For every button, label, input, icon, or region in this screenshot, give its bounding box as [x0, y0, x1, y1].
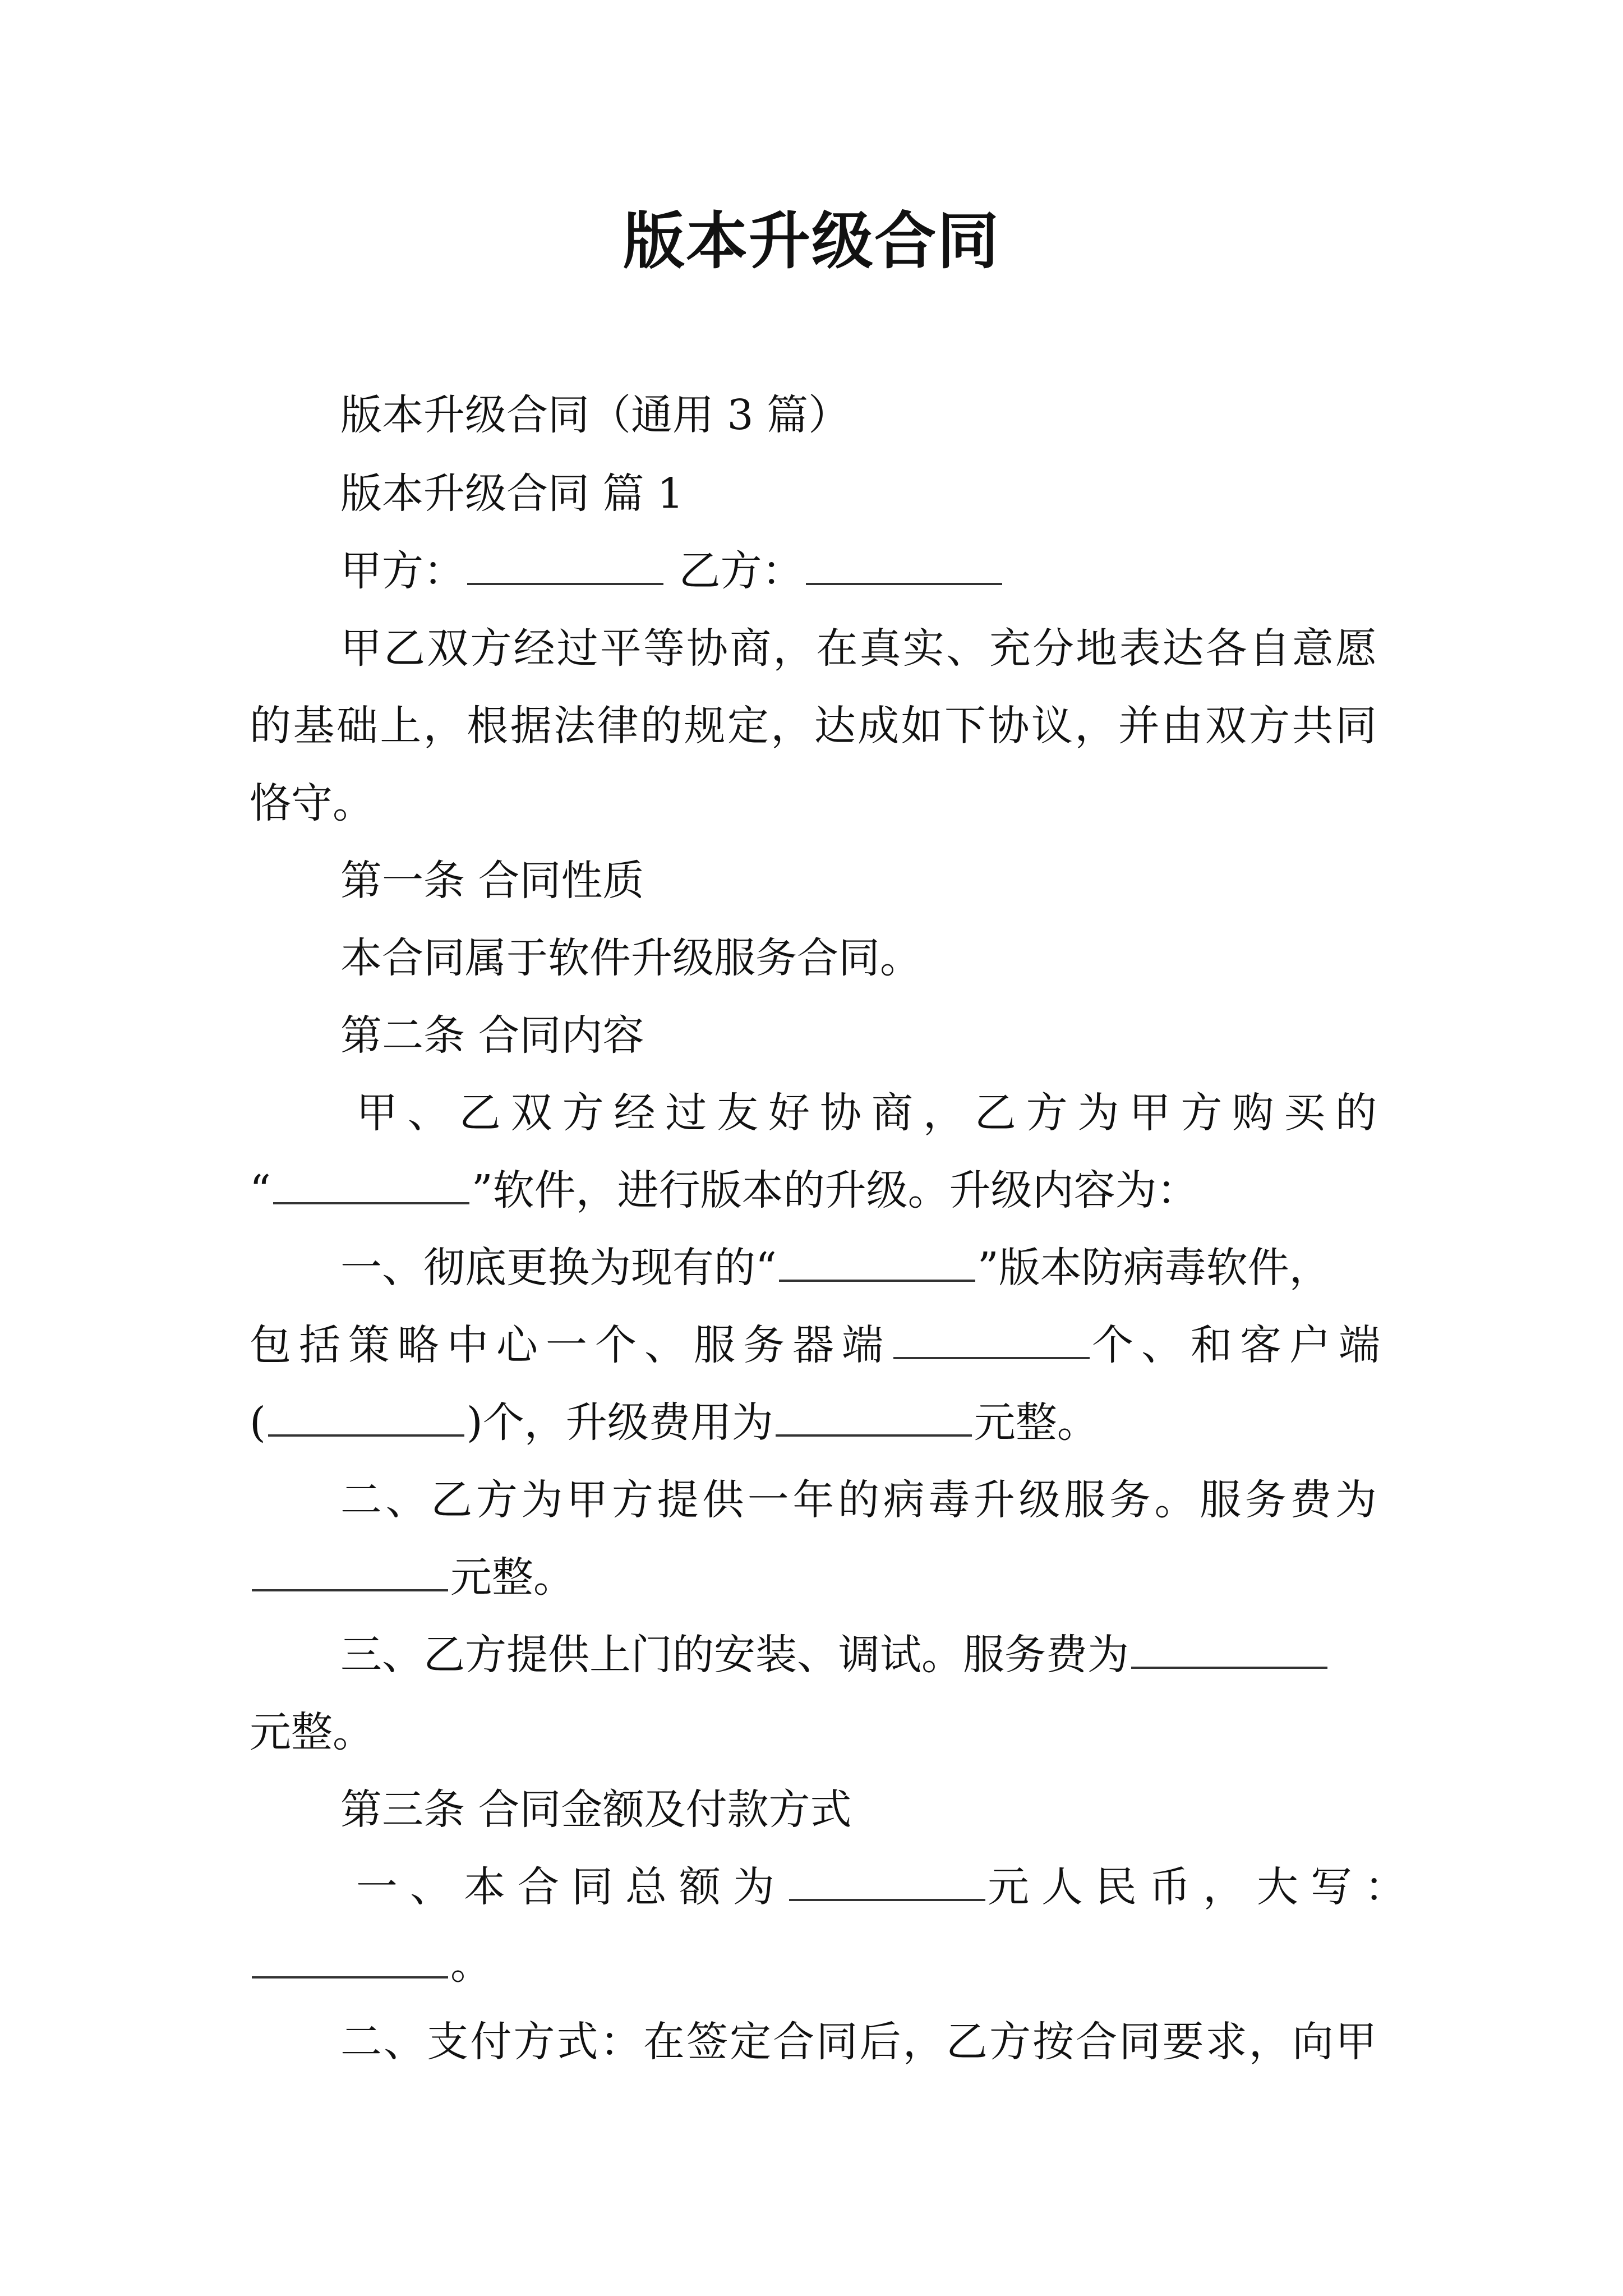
- paragraph-line: [250, 930, 1377, 986]
- paragraph-text: 二、乙方为甲方提供一年的病毒升级服务。服务费为: [340, 1476, 1377, 1524]
- quote-open: “: [250, 1166, 271, 1214]
- paragraph-line: [250, 1395, 1377, 1451]
- article-heading-text: 第三条 合同金额及付款方式: [340, 1786, 852, 1834]
- section-heading-text: 版本升级合同 篇 1: [340, 470, 684, 518]
- article-heading: [250, 1782, 1377, 1838]
- paragraph-line: [250, 775, 1377, 831]
- article-heading-text: 第一条 合同性质: [340, 857, 644, 905]
- party-b-blank: [806, 544, 1002, 585]
- client-count-blank: [268, 1395, 464, 1437]
- paragraph-text: 甲乙双方经过平等协商，在真实、充分地表达各自意愿: [340, 624, 1377, 673]
- document-title: 版本升级合同: [623, 205, 1000, 277]
- version-blank: [779, 1240, 975, 1282]
- upgrade-fee-blank: [776, 1395, 972, 1437]
- paren-open: (: [250, 1398, 266, 1447]
- paragraph-text: )个，升级费用为: [466, 1398, 773, 1447]
- article-heading-text: 第二条 合同内容: [340, 1011, 644, 1060]
- article-heading: [250, 853, 1377, 909]
- paragraph-line: [250, 1240, 1377, 1296]
- paragraph-text: 的基础上，根据法律的规定，达成如下协议，并由双方共同: [250, 702, 1377, 750]
- paragraph-text: 甲、乙双方经过友好协商，乙方为甲方购买的: [356, 1089, 1377, 1137]
- paragraph-line: [250, 620, 1377, 677]
- party-b-label: 乙方：: [679, 547, 804, 595]
- paragraph-line: [250, 1704, 1377, 1760]
- service-fee-blank: [252, 1550, 448, 1591]
- paragraph-text: ”版本防病毒软件，: [977, 1244, 1331, 1292]
- paragraph-text: 一、彻底更换为现有的“: [340, 1244, 777, 1292]
- paragraph-line: [250, 1472, 1377, 1528]
- paragraph-text: 元整。: [250, 1708, 374, 1756]
- party-a-label: 甲方：: [340, 547, 465, 595]
- paragraph-text: 本合同属于软件升级服务合同。: [340, 934, 921, 982]
- parties-line: [250, 543, 1377, 599]
- amount-words-blank: [252, 1937, 448, 1978]
- section-heading: [250, 466, 1377, 522]
- paragraph-text: 包括策略中心一个、服务器端: [250, 1321, 891, 1369]
- paragraph-text: 元整。: [974, 1398, 1099, 1447]
- paragraph-line: [250, 1859, 1418, 1915]
- paragraph-text: 元人民币，大写：: [988, 1863, 1418, 1911]
- server-count-blank: [893, 1318, 1090, 1359]
- paragraph-line: [250, 1627, 1377, 1683]
- paragraph-line: [250, 1162, 1377, 1218]
- paragraph-text: 恪守。: [250, 779, 374, 827]
- paragraph-text: 二、支付方式：在签定合同后，乙方按合同要求，向甲: [340, 2018, 1377, 2066]
- paragraph-line: [250, 1085, 1377, 1141]
- paragraph-line: [250, 1549, 1377, 1605]
- total-amount-blank: [789, 1860, 985, 1901]
- subtitle-line: [250, 387, 1377, 443]
- subtitle-text: 版本升级合同（通用 3 篇）: [340, 391, 850, 439]
- paragraph-text: 一、本合同总额为: [356, 1863, 787, 1911]
- paragraph-text: 。: [450, 1940, 492, 1989]
- paragraph-text: 个、和客户端: [1092, 1321, 1388, 1369]
- paragraph-line: [250, 2014, 1377, 2070]
- paragraph-text: 元整。: [450, 1553, 575, 1602]
- paragraph-line: [250, 698, 1377, 754]
- paragraph-text: 三、乙方提供上门的安装、调试。服务费为: [340, 1631, 1129, 1679]
- article-heading: [250, 1007, 1377, 1064]
- paragraph-text: ”软件，进行版本的升级。升级内容为：: [471, 1166, 1198, 1214]
- install-fee-blank: [1131, 1627, 1327, 1669]
- party-a-blank: [467, 544, 663, 585]
- paragraph-line: [250, 1936, 1377, 1993]
- paragraph-line: [250, 1317, 1388, 1373]
- software-name-blank: [273, 1163, 469, 1204]
